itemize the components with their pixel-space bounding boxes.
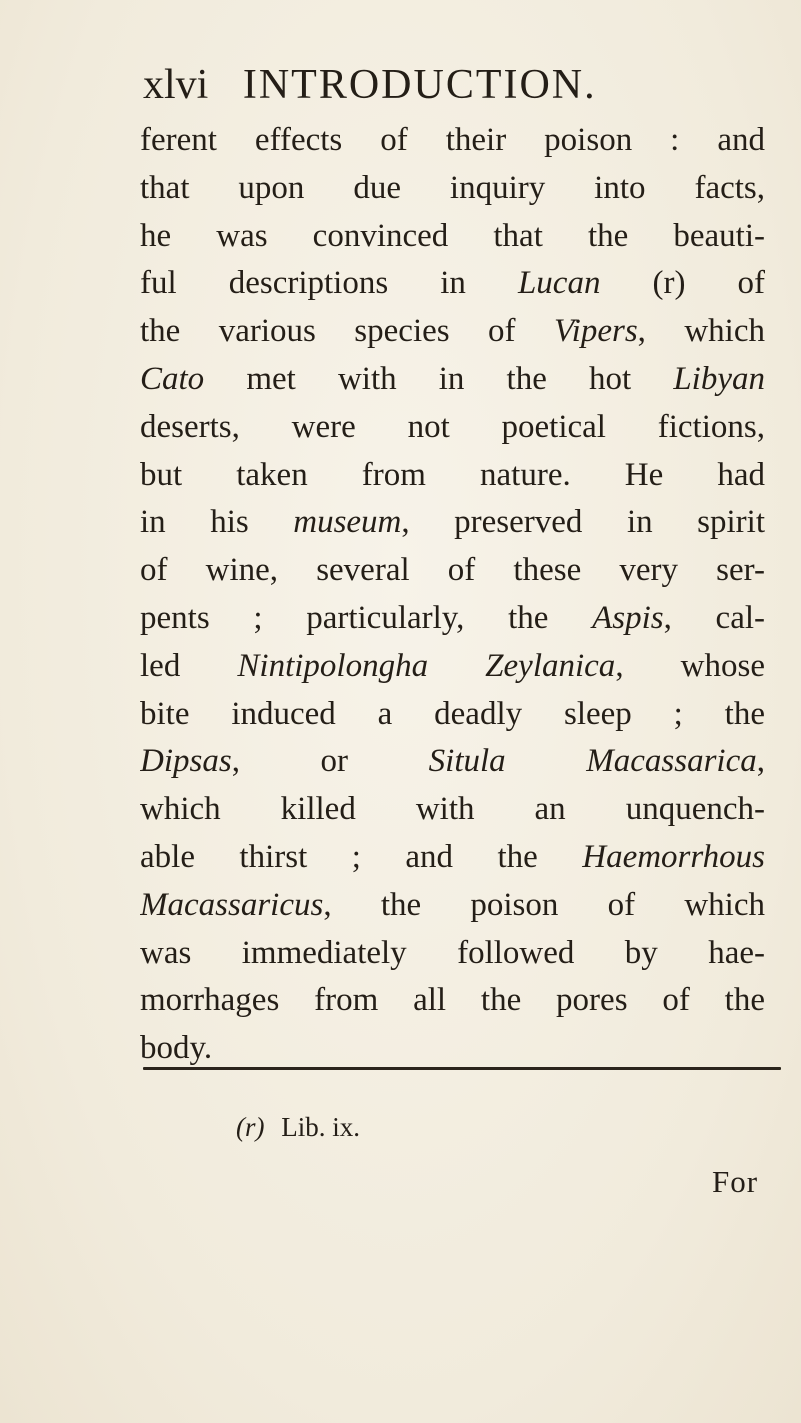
footnote-rule <box>143 1067 781 1070</box>
footnote-mark: (r) <box>236 1112 265 1142</box>
italic-term: Lucan <box>517 265 601 302</box>
italic-term: Vipers <box>553 313 638 350</box>
text-run: of wine, several of these very ser- <box>140 552 765 589</box>
italic-term: Haemorrhous <box>582 838 765 875</box>
text-line <box>140 643 765 691</box>
text-line <box>140 165 765 213</box>
text-line <box>140 404 765 452</box>
text-line <box>140 117 765 165</box>
text-run: (r) of <box>600 265 765 302</box>
text-line <box>140 308 765 356</box>
text-run: , preserved in spirit <box>401 504 765 541</box>
text-run: , or <box>231 743 429 780</box>
text-run: was immediately followed by hae- <box>140 934 765 971</box>
text-run: met with in the hot <box>204 360 674 397</box>
text-line <box>140 691 765 739</box>
text-run: ful descriptions in <box>140 265 518 302</box>
italic-term: Macassaricus <box>140 886 324 923</box>
italic-term: Aspis <box>592 599 664 636</box>
text-line <box>140 786 765 834</box>
text-line <box>140 834 765 882</box>
text-run: , which <box>637 313 765 350</box>
text-line <box>140 595 765 643</box>
text-line <box>140 1025 765 1073</box>
running-header <box>143 60 783 110</box>
text-line <box>140 547 765 595</box>
italic-term: Cato <box>140 360 205 397</box>
text-run: in his <box>140 504 294 541</box>
text-run: that upon due inquiry into facts, <box>140 169 765 206</box>
text-run: pents ; particularly, the <box>140 599 593 636</box>
italic-term: museum <box>293 504 402 541</box>
catchword: For <box>712 1164 759 1199</box>
text-run: , the poison of which <box>323 886 765 923</box>
text-run: which killed with an unquench- <box>140 791 765 828</box>
text-line <box>140 977 765 1025</box>
italic-term: Libyan <box>673 360 765 397</box>
footnote-text: Lib. ix. <box>281 1112 360 1142</box>
text-run: he was convinced that the beauti- <box>140 217 765 254</box>
text-line <box>140 452 765 500</box>
text-run: , cal- <box>663 599 765 636</box>
italic-term: Nintipolongha Zeylanica <box>237 647 616 684</box>
text-line <box>140 499 765 547</box>
footnote <box>236 1109 360 1145</box>
text-run: morrhages from all the pores of the <box>140 982 765 1019</box>
text-run: deserts, were not poetical fictions, <box>140 408 765 445</box>
text-run: bite induced a deadly sleep ; the <box>140 695 765 732</box>
text-run: body. <box>140 1030 213 1067</box>
running-title: INTRODUCTION. <box>242 62 597 108</box>
text-run: led <box>140 647 238 684</box>
text-line <box>140 213 765 261</box>
italic-term: Dipsas <box>140 743 232 780</box>
text-run: but taken from nature. He had <box>140 456 765 493</box>
text-run: able thirst ; and the <box>140 838 583 875</box>
text-line <box>140 738 765 786</box>
text-line <box>140 882 765 930</box>
italic-term: Situla Macassarica <box>428 743 757 780</box>
page-number: xlvi <box>143 62 209 108</box>
text-line <box>140 260 765 308</box>
text-run: ferent effects of their poison : and <box>140 122 765 158</box>
text-line <box>140 356 765 404</box>
text-line <box>140 930 765 978</box>
body-text <box>140 117 765 1073</box>
text-run: , whose <box>615 647 765 684</box>
text-run: , <box>756 743 765 780</box>
text-run: the various species of <box>140 313 554 350</box>
